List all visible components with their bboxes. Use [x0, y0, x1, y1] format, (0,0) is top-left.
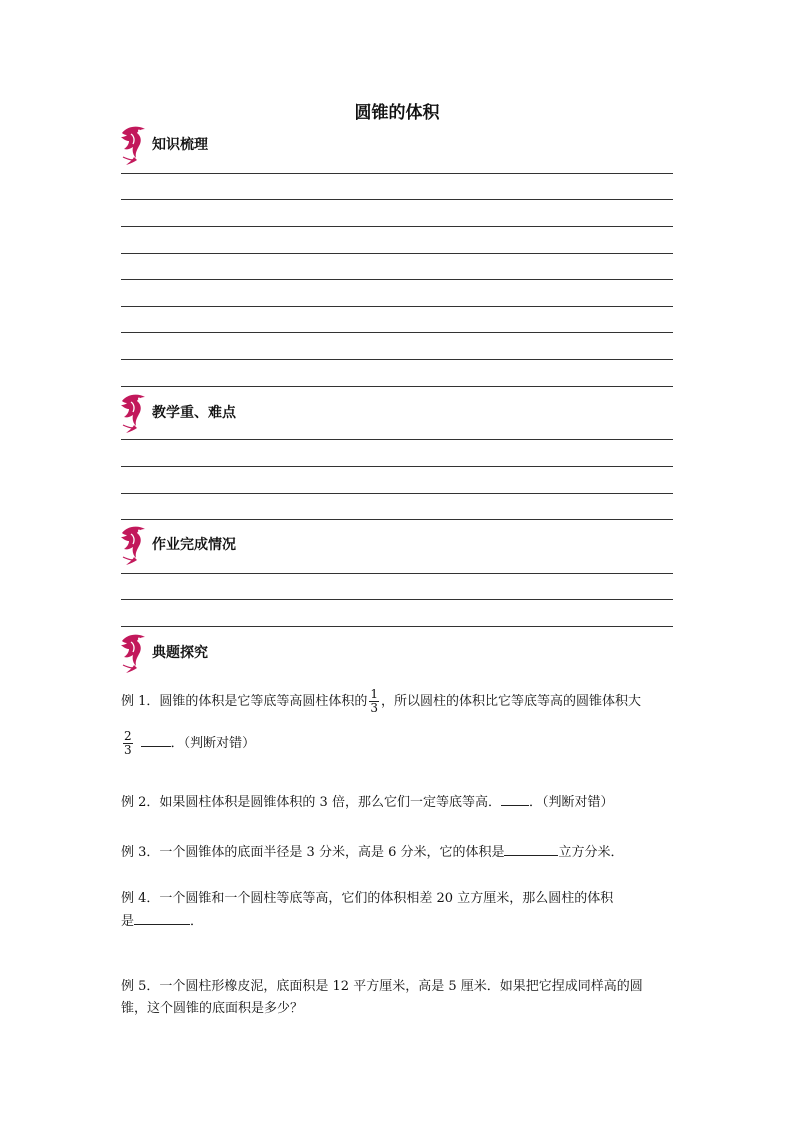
writing-line	[121, 226, 673, 227]
writing-line	[121, 199, 673, 200]
example-text: ．（判断对错）	[528, 795, 614, 810]
writing-line	[121, 599, 673, 600]
writing-line	[121, 306, 673, 307]
answer-blank[interactable]	[504, 841, 558, 856]
writing-line	[121, 386, 673, 387]
writing-line	[121, 573, 673, 574]
fraction-one-third: $\frac{1}{3}$	[370, 687, 379, 715]
dolphin-icon	[118, 124, 148, 166]
writing-line	[121, 359, 673, 360]
page-title: 圆锥的体积	[354, 103, 440, 123]
example-text: 例 5．一个圆柱形橡皮泥，底面积是 12 平方厘米，高是 5 厘米．如果把它捏成同样高的圆	[121, 979, 643, 994]
example-text: 例 3．一个圆锥体的底面半径是 3 分米，高是 6 分米，它的体积是	[121, 845, 505, 860]
writing-line	[121, 173, 673, 174]
writing-line	[121, 519, 673, 520]
writing-line	[121, 439, 673, 440]
answer-blank[interactable]	[141, 732, 171, 747]
example-1-cont	[121, 730, 677, 757]
example-text: 例 1．圆锥的体积是它等底等高圆柱体积的	[121, 694, 368, 709]
example-text: 立方分米．	[558, 845, 624, 860]
example-text: ，所以圆柱的体积比它等底等高的圆锥体积大	[381, 694, 642, 709]
example-2	[121, 791, 677, 814]
writing-line	[121, 626, 673, 627]
section-label: 典题探究	[152, 645, 208, 661]
example-5	[121, 976, 677, 1020]
writing-line	[121, 466, 673, 467]
writing-line	[121, 279, 673, 280]
example-text: 锥，这个圆锥的底面积是多少？	[121, 1001, 304, 1016]
fraction-two-thirds: $\frac{2}{3}$	[124, 729, 132, 757]
section-label: 知识梳理	[152, 137, 208, 153]
dolphin-icon	[118, 524, 148, 566]
example-3	[121, 841, 677, 864]
example-text: 例 2．如果圆柱体积是圆锥体积的 3 倍，那么它们一定等底等高．	[121, 795, 501, 810]
example-text: ．	[190, 914, 204, 929]
example-1	[121, 688, 677, 715]
writing-line	[121, 493, 673, 494]
writing-line	[121, 332, 673, 333]
section-label: 作业完成情况	[152, 537, 236, 553]
section-label: 教学重、难点	[152, 405, 236, 421]
answer-blank[interactable]	[134, 910, 190, 925]
example-text: ．（判断对错）	[170, 736, 256, 751]
example-4	[121, 888, 677, 933]
dolphin-icon	[118, 632, 148, 674]
answer-blank[interactable]	[501, 791, 529, 806]
example-text: 例 4．一个圆锥和一个圆柱等底等高，它们的体积相差 20 立方厘米，那么圆柱的体积	[121, 891, 614, 906]
dolphin-icon	[118, 392, 148, 434]
writing-line	[121, 253, 673, 254]
example-text: 是	[121, 914, 135, 929]
